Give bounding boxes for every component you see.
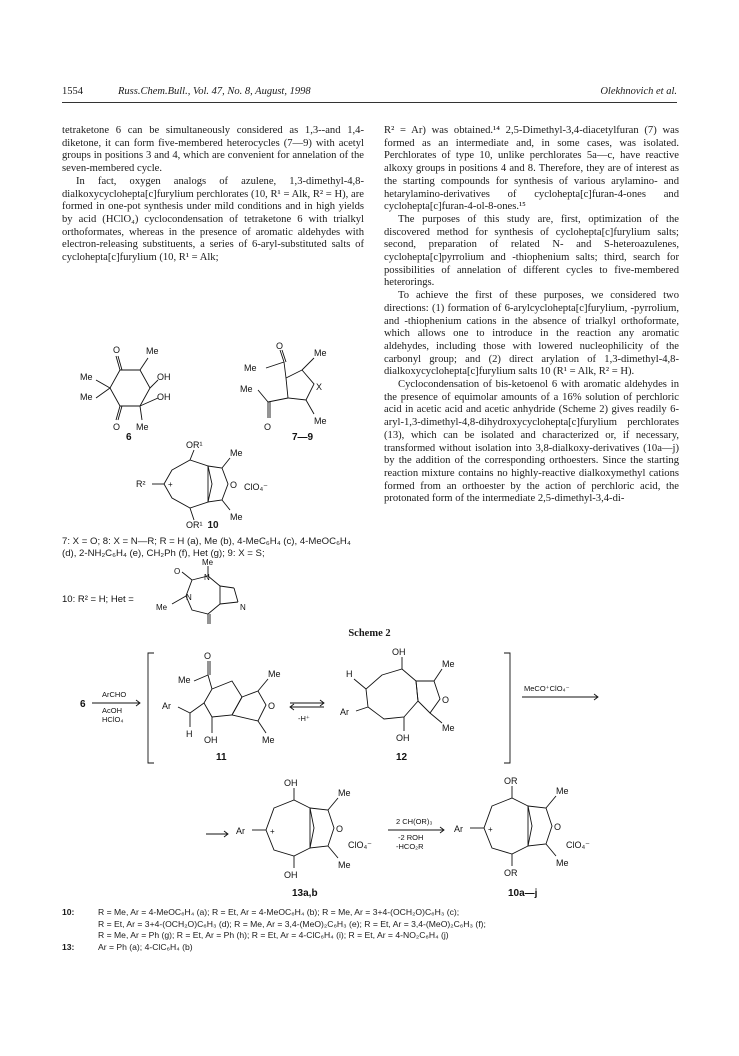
paragraph: Cyclocondensation of bis-ketoenol 6 with aromatic aldehydes in the presence of equimolar amounts of a 16% solution of perchloric acid in acetic acid and acetic anhydride (Scheme 2) gives readily 6-aryl-1,3-dimethyl-4,8-dihydroxycyclohepta[c]furylium perchlorates (13), which can be isolated and characterized or, if necessary, transformed without isolation into 3,8-dialkoxy-derivatives (10a—j) by the addition of the corresponding orthoesters. Since the starting reaction mixture contains no highly-reactive dialkoxymethyl cations formed from an orthoester by the action of perchloric acid, the protonated form of the intermediate 2,5-dimethyl-3,4-di- bbox=[384, 379, 679, 505]
atom-label: O bbox=[204, 651, 212, 661]
atom-label: Me bbox=[556, 786, 569, 796]
running-header bbox=[62, 84, 677, 103]
atom-label: OH bbox=[284, 870, 298, 880]
atom-label: Me bbox=[442, 723, 455, 733]
atom-label: H bbox=[346, 669, 353, 679]
atom-label: O bbox=[554, 822, 562, 832]
atom-label: + bbox=[488, 825, 493, 834]
right-column-text bbox=[384, 125, 679, 506]
atom-label: Me bbox=[240, 384, 253, 394]
atom-label: Me bbox=[80, 372, 93, 382]
atom-label: O bbox=[264, 422, 272, 432]
atom-label: OR¹ bbox=[186, 440, 203, 450]
caption-line: R = Me, Ar = 4-MeOC₆H₄ (a); R = Et, Ar = 4-MeOC₆H₄ (b); R = Me, Ar = 3+4-(OCH₂O)C₆H₃ (c); bbox=[98, 907, 460, 917]
atom-label: O bbox=[113, 422, 121, 432]
caption-line: R = Et, Ar = 3+4-(OCH₂O)C₆H₃ (d); R = Me, Ar = 3,4-(MeO)₂C₆H₃ (e); R = Et, Ar = 3,4-(MeO)₂C₆H₃ (f); bbox=[98, 918, 486, 929]
structures-6-and-7-9 bbox=[62, 340, 362, 443]
atom-label: Ar bbox=[454, 824, 463, 834]
atom-label: Me bbox=[338, 860, 351, 870]
atom-label: Me bbox=[314, 348, 327, 358]
atom-label: Me bbox=[136, 422, 149, 432]
atom-label: OH bbox=[392, 647, 406, 657]
reagent: MeCO⁺ClO₄⁻ bbox=[524, 684, 570, 693]
compound-number: 7—9 bbox=[292, 432, 314, 443]
atom-label: Ar bbox=[236, 826, 245, 836]
het-caption: 10: R² = H; Het = bbox=[62, 594, 134, 605]
caption-7-9: 7: X = O; 8: X = N—R; R = H (a), Me (b), 4-MeC₆H₄ (c), 4-MeOC₆H₄ (d), 2-NH₂C₆H₄ (e), CH₂Ph (f), Het (g); 9: X = S; bbox=[62, 536, 351, 559]
atom-label: H bbox=[186, 729, 193, 739]
left-column-text bbox=[62, 125, 364, 265]
journal-citation: Russ.Chem.Bull., Vol. 47, No. 8, August, 1998 bbox=[118, 86, 311, 97]
reagent: -2 ROH bbox=[398, 833, 424, 842]
atom-label: N bbox=[204, 573, 210, 582]
atom-label: Me bbox=[230, 512, 243, 522]
atom-label: OR bbox=[504, 776, 518, 786]
atom-label: + bbox=[168, 480, 173, 489]
atom-label: Me bbox=[338, 788, 351, 798]
compound-number: 10a—j bbox=[508, 888, 538, 899]
atom-label: Me bbox=[230, 448, 243, 458]
atom-label: Me bbox=[178, 675, 191, 685]
atom-label: O bbox=[230, 480, 238, 490]
atom-label: Me bbox=[556, 858, 569, 868]
paragraph: R² = Ar) was obtained.¹⁴ 2,5-Dimethyl-3,4-diacetylfuran (7) was formed as an intermediate and, in some cases, was isolated. Perchlorates of type 10, unlike perchlorates 5a—c, have reactive alkoxy groups in positions 4 and 8. Therefore, they are of interest as the starting compounds for synthesis of various arylamino- and hetarylamino-derivatives of cyclohepta[c]furan-4-ones and cyclohepta[c]furan-4-ol-8-ones.¹⁵ bbox=[384, 125, 679, 213]
scheme-2-bottom-row bbox=[62, 772, 682, 902]
atom-label: OH bbox=[204, 735, 218, 745]
caption-label: 10: bbox=[62, 907, 75, 917]
compound-number: 10 bbox=[207, 520, 219, 531]
het-structure bbox=[62, 558, 292, 628]
compound-number: 13a,b bbox=[292, 888, 318, 899]
atom-label: N bbox=[186, 593, 192, 602]
atom-label: Me bbox=[262, 735, 275, 745]
caption-label: 13: bbox=[62, 941, 75, 952]
reagent: ArCHO bbox=[102, 690, 127, 699]
atom-label: N bbox=[240, 603, 246, 612]
atom-label: Me bbox=[202, 558, 214, 567]
reagent: AcOH bbox=[102, 706, 123, 715]
atom-label: O bbox=[113, 345, 121, 355]
atom-label: Me bbox=[146, 346, 159, 356]
paragraph: tetraketone 6 can be simultaneously considered as 1,3--and 1,4-diketone, it can form five-membered heterocycles (7—9) with acetyl groups in positions 3 and 4, which are convenient for annelation of the seven-membered cycle. bbox=[62, 125, 364, 175]
reagent: HClO₄ bbox=[102, 715, 124, 724]
paragraph: The purposes of this study are, first, optimization of the discovered method for synthesis of cyclohepta[c]furylium salts; second, preparation of related N- and S-heteroazulenes, cyclohepta[c]pyrrolium and -thiophenium salts; third, search for possibilities of annelation of different cycles to five-membered heterorings. bbox=[384, 213, 679, 289]
atom-label: Me bbox=[156, 603, 168, 612]
scheme-title: Scheme 2 bbox=[348, 628, 391, 639]
atom-label: ClO₄⁻ bbox=[566, 840, 590, 850]
compound-number: 12 bbox=[396, 752, 408, 763]
atom-label: Me bbox=[314, 416, 327, 426]
atom-label: O bbox=[336, 824, 344, 834]
atom-label: + bbox=[270, 827, 275, 836]
atom-label: Ar bbox=[162, 701, 171, 711]
page-number: 1554 bbox=[62, 86, 83, 97]
reagent: -HCO₂R bbox=[396, 842, 424, 851]
paragraph: In fact, oxygen analogs of azulene, 1,3-dimethyl-4,8-dialkoxycyclohepta[c]furylium perchlorates (10, R¹ = Alk, R² = H), are formed in one-pot synthesis under mild conditions and in high yields by acid (HClO₄) cyclocondensation of tetraketone 6 with trialkyl orthoformates, whereas in the presence of aromatic aldehydes with electron-releasing substituents, a series of 6-aryl-substituted salts of cyclohepta[c]furylium (10, R¹ = Alk; bbox=[62, 175, 364, 264]
atom-label: O bbox=[268, 701, 276, 711]
atom-label: Me bbox=[244, 363, 257, 373]
atom-label: OH bbox=[396, 733, 410, 743]
atom-label: Ar bbox=[340, 707, 349, 717]
atom-label: ClO₄⁻ bbox=[348, 840, 372, 850]
atom-label: R² bbox=[136, 479, 146, 489]
atom-label: OR bbox=[504, 868, 518, 878]
reagent: -H⁺ bbox=[298, 714, 310, 723]
atom-label: OH bbox=[157, 372, 171, 382]
scheme-2-top-row bbox=[62, 645, 682, 770]
atom-label: OR¹ bbox=[186, 520, 203, 530]
compound-number: 6 bbox=[80, 699, 86, 710]
atom-label: O bbox=[174, 567, 181, 576]
atom-label: OH bbox=[284, 778, 298, 788]
structure-10 bbox=[132, 440, 292, 532]
compound-number: 11 bbox=[216, 752, 227, 763]
reagent: 2 CH(OR)₃ bbox=[396, 817, 433, 826]
atom-label: Me bbox=[80, 392, 93, 402]
atom-label: X bbox=[316, 382, 323, 392]
atom-label: ClO₄⁻ bbox=[244, 482, 268, 492]
caption-line: R = Me, Ar = Ph (g); R = Et, Ar = Ph (h); R = Et, Ar = 4-ClC₆H₄ (i); R = Et, Ar = 4-NO₂C₆H₄ (j) bbox=[98, 930, 449, 940]
authors: Olekhnovich et al. bbox=[600, 86, 677, 97]
atom-label: O bbox=[442, 695, 450, 705]
scheme-captions bbox=[62, 907, 682, 953]
paragraph: To achieve the first of these purposes, we considered two directions: (1) formation of 6-arylcyclohepta[c]furylium, -pyrrolium, and -thiophenium cations in the absence of trialkyl orthoformate, which allows one to introduce in the reaction any aromatic aldehydes, including those with lowered nucleophilicity of the carbonyl group; and (2) direct arylation of 1,3-dimethyl-4,8-dialkoxycyclohepta[c]furylium salts 10 (R¹ = Alk, R² = H). bbox=[384, 290, 679, 378]
atom-label: OH bbox=[157, 392, 171, 402]
atom-label: O bbox=[276, 341, 284, 351]
atom-label: Me bbox=[442, 659, 455, 669]
atom-label: Me bbox=[268, 669, 281, 679]
caption-line: Ar = Ph (a); 4-ClC₆H₄ (b) bbox=[98, 941, 193, 952]
compound-number: 6 bbox=[126, 432, 132, 443]
